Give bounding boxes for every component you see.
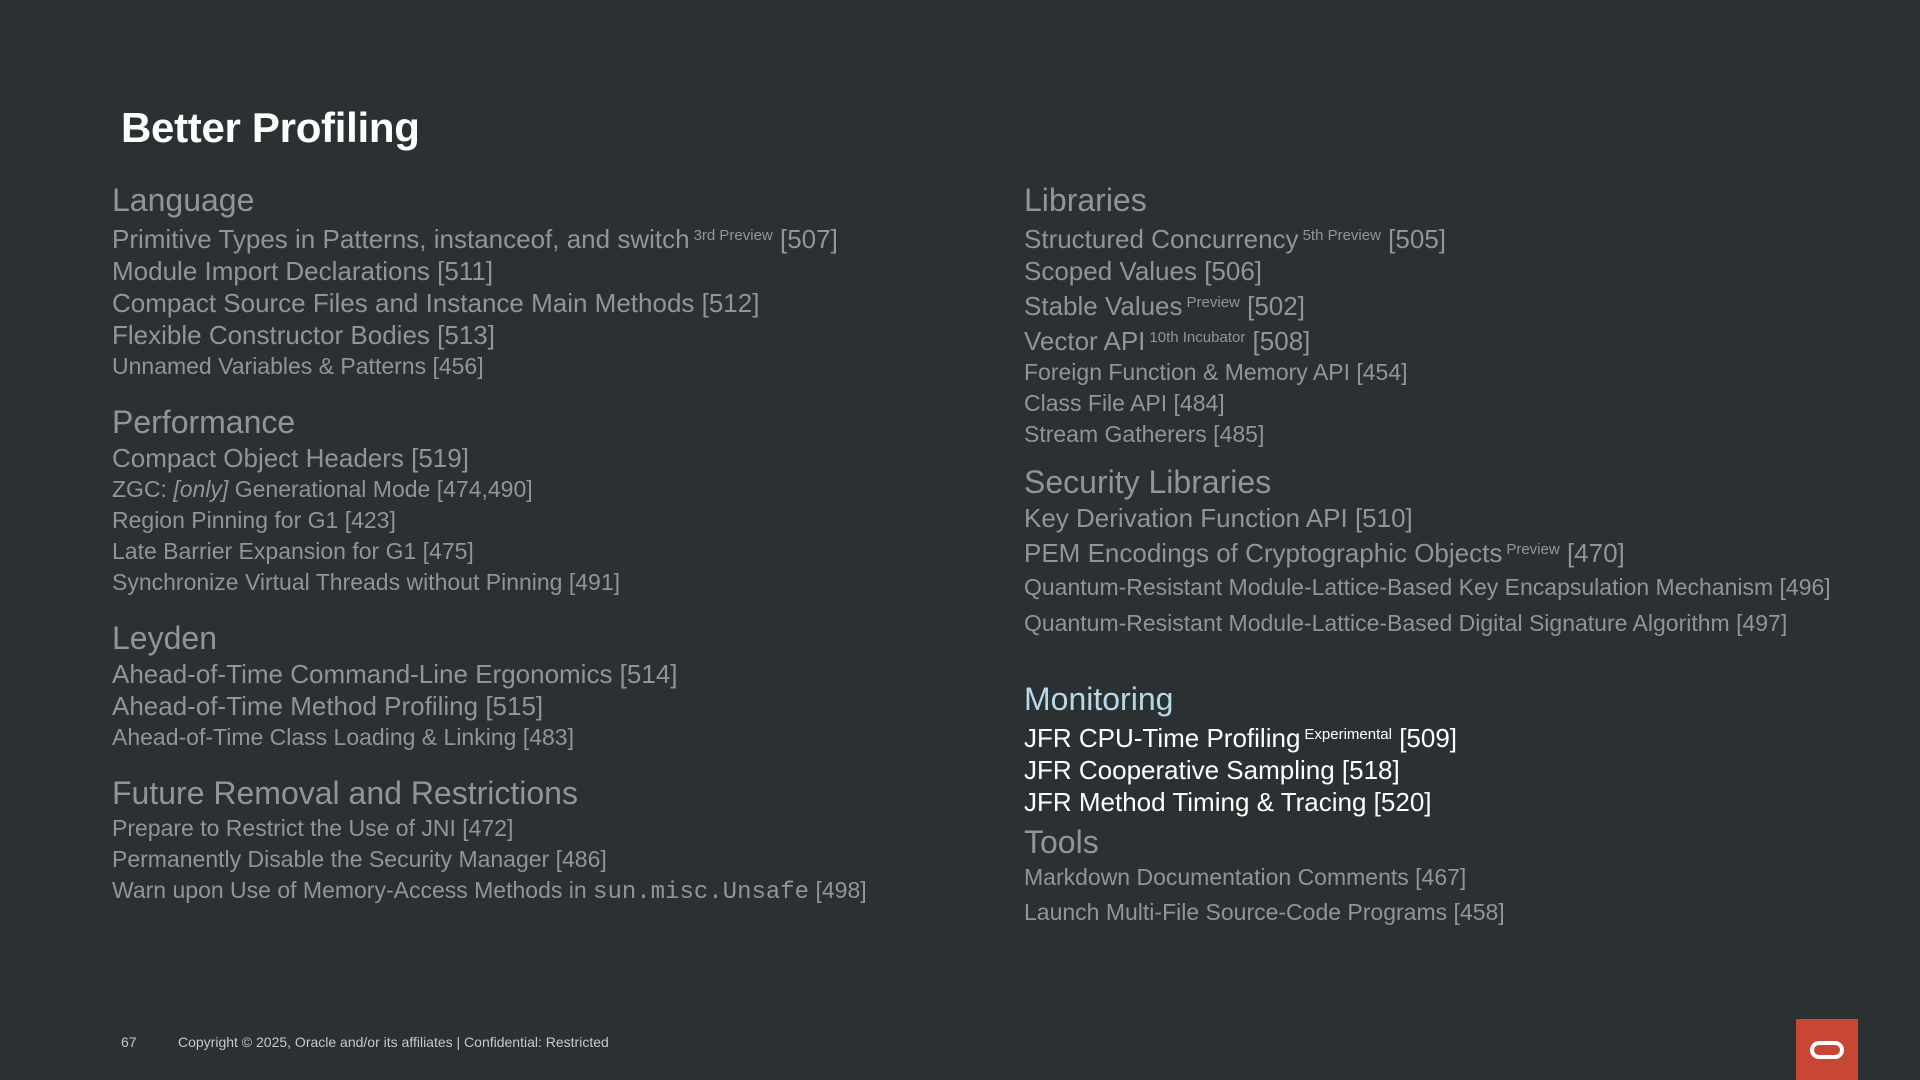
list-item: Scoped Values [506] [1024, 256, 1263, 286]
preview-tag: Preview [1186, 294, 1240, 311]
section-heading-leyden: Leyden [112, 620, 217, 656]
list-item: JFR CPU-Time Profiling $^{Experimental}$ [509] [1024, 723, 1458, 753]
list-item: Quantum-Resistant Module-Lattice-Based Key Encapsulation Mechanism [496] [1024, 574, 1831, 600]
list-item: Prepare to Restrict the Use of JNI [472] [112, 815, 514, 841]
section-heading-libraries: Libraries [1024, 182, 1147, 218]
incubator-tag: 10th Incubator [1149, 329, 1246, 346]
list-item: Structured Concurrency $^{5th Preview}$ [505] [1024, 224, 1446, 254]
list-item: Synchronize Virtual Threads without Pinning [491] [112, 569, 621, 595]
list-item: Class File API [484] [1024, 390, 1225, 416]
list-item: Ahead-of-Time Method Profiling [515] [112, 691, 544, 721]
list-item: Foreign Function & Memory API [454] [1024, 359, 1408, 385]
experimental-tag: Experimental [1304, 726, 1392, 743]
slide-title: Better Profiling [121, 104, 420, 151]
list-item: Compact Source Files and Instance Main Methods [512] [112, 288, 760, 318]
list-item: JFR Cooperative Sampling [518] [1024, 755, 1400, 785]
list-item: Module Import Declarations [511] [112, 256, 494, 286]
list-item: Unnamed Variables & Patterns [456] [112, 353, 484, 379]
section-heading-monitoring: Monitoring [1024, 681, 1174, 717]
list-item: Vector API $^{10th Incubator}$ [508] [1024, 326, 1311, 356]
list-item: Ahead-of-Time Command-Line Ergonomics [514] [112, 659, 678, 689]
section-heading-tools: Tools [1024, 824, 1099, 860]
oracle-logo-icon [1796, 1019, 1858, 1080]
list-item: Ahead-of-Time Class Loading & Linking [483] [112, 724, 574, 750]
footer [121, 1034, 609, 1050]
list-item: PEM Encodings of Cryptographic Objects $^{Preview}$ [470] [1024, 538, 1625, 568]
list-item: Compact Object Headers [519] [112, 443, 469, 473]
list-item: Stable Values $^{Preview}$ [502] [1024, 291, 1305, 321]
list-item: Markdown Documentation Comments [467] [1024, 864, 1467, 890]
copyright-text: Copyright © 2025, Oracle and/or its affiliates | Confidential: Restricted [178, 1034, 609, 1050]
list-item: ZGC: [only] Generational Mode [474,490] [112, 476, 533, 502]
list-item: Late Barrier Expansion for G1 [475] [112, 538, 474, 564]
list-item: Stream Gatherers [485] [1024, 421, 1265, 447]
section-heading-future-removal: Future Removal and Restrictions [112, 775, 578, 811]
page-number: 67 [121, 1034, 137, 1050]
preview-tag: 5th Preview [1302, 227, 1381, 244]
section-heading-security-libraries: Security Libraries [1024, 464, 1272, 500]
list-item: Flexible Constructor Bodies [513] [112, 320, 495, 350]
preview-tag: Preview [1506, 541, 1560, 558]
section-heading-language: Language [112, 182, 255, 218]
list-item: Region Pinning for G1 [423] [112, 507, 396, 533]
list-item: Permanently Disable the Security Manager [486] [112, 846, 607, 872]
list-item: Primitive Types in Patterns, instanceof, and switch $^{3rd Preview}$ [507] [112, 224, 838, 254]
code-text: sun.misc.Unsafe [593, 879, 810, 906]
oracle-ring-icon [1810, 1041, 1844, 1059]
left-column [112, 180, 1012, 908]
list-item: JFR Method Timing & Tracing [520] [1024, 787, 1432, 817]
list-item: Key Derivation Function API [510] [1024, 503, 1413, 533]
right-column [1024, 180, 1884, 928]
list-item: Quantum-Resistant Module-Lattice-Based Digital Signature Algorithm [497] [1024, 610, 1788, 636]
preview-tag: 3rd Preview [693, 227, 773, 244]
list-item: Launch Multi-File Source-Code Programs [458] [1024, 899, 1505, 925]
list-item: Warn upon Use of Memory-Access Methods in sun.misc.Unsafe [498] [112, 877, 867, 906]
section-heading-performance: Performance [112, 404, 296, 440]
